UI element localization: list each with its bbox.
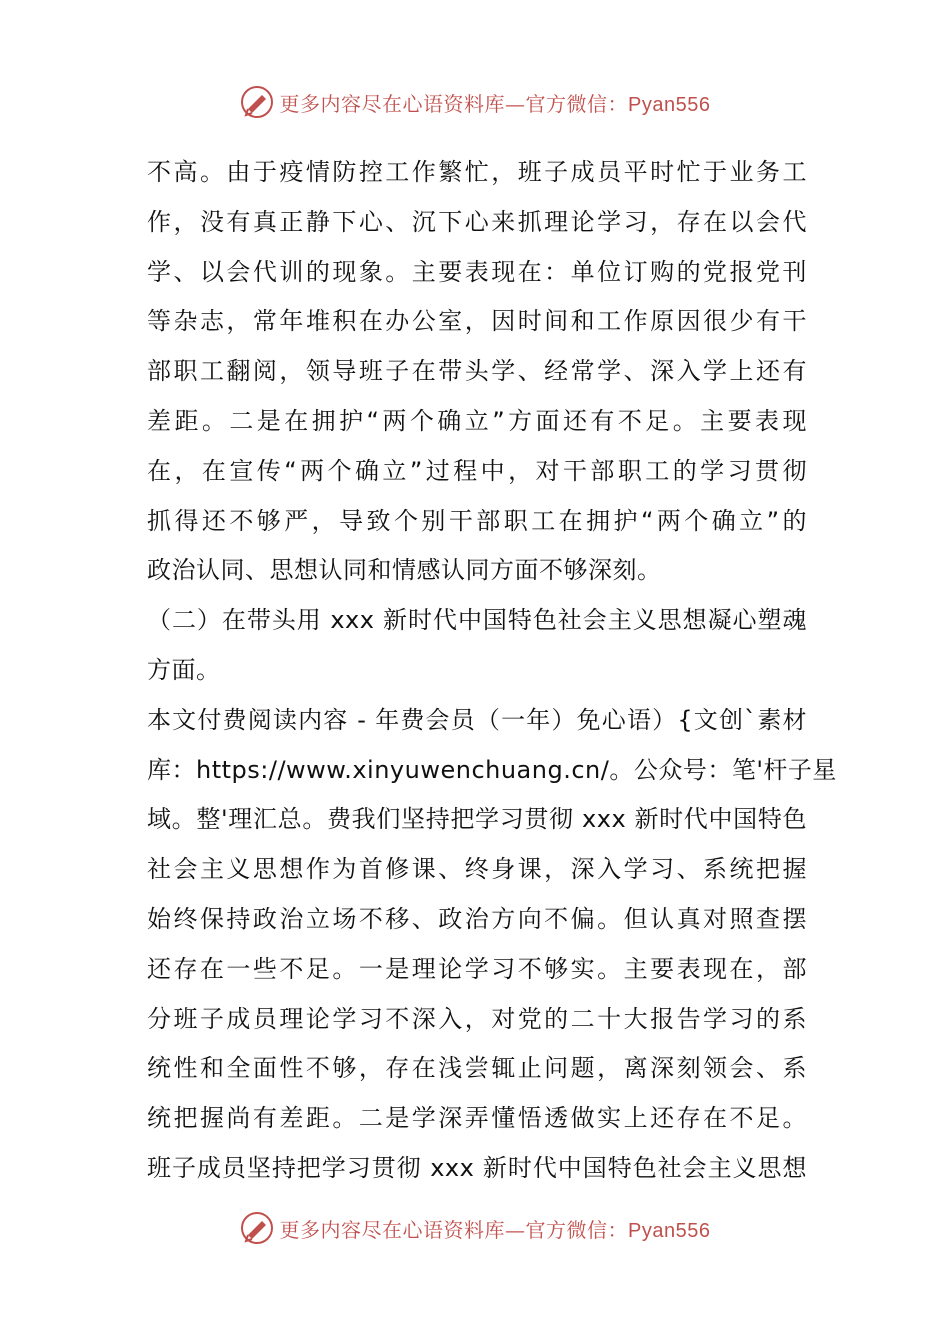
body-line: 分班子成员理论学习不深入，对党的二十大报告学习的系 [147, 1004, 807, 1033]
body-line: 政治认同、思想认同和情感认同方面不够深刻。 [147, 556, 662, 585]
body-line: 统把握尚有差距。二是学深弄懂悟透做实上还存在不足。 [147, 1104, 807, 1133]
body-line: 在，在宣传“两个确立”过程中，对干部职工的学习贯彻 [147, 456, 807, 485]
body-line: 域。整'理汇总。费我们坚持把学习贯彻 xxx 新时代中国特色 [147, 805, 807, 834]
body-line: 始终保持政治立场不移、政治方向不偏。但认真对照查摆 [147, 904, 807, 933]
body-line: 作，没有真正静下心、沉下心来抓理论学习，存在以会代 [147, 207, 807, 236]
header-wechat-id: Pyan556 [628, 93, 711, 116]
body-line: 统性和全面性不够，存在浅尝辄止问题，离深刻领会、系 [147, 1054, 807, 1083]
section-heading-line: 方面。 [147, 655, 221, 684]
body-line: 社会主义思想作为首修课、终身课，深入学习、系统把握 [147, 855, 807, 884]
body-line: 不高。由于疫情防控工作繁忙，班子成员平时忙于业务工 [147, 158, 807, 186]
pen-nib-logo-icon [240, 1211, 274, 1245]
footer-banner [0, 1206, 950, 1250]
footer-banner-text: 更多内容尽在心语资料库—官方微信：Pyan556 [279, 1217, 711, 1242]
footer-wechat-id: Pyan556 [628, 1219, 711, 1242]
pen-nib-logo-icon [240, 85, 274, 119]
header-banner [0, 80, 950, 124]
body-line: 部职工翻阅，领导班子在带头学、经常学、深入学上还有 [147, 357, 807, 386]
body-line: 学、以会代训的现象。主要表现在：单位订购的党报党刊 [147, 257, 807, 286]
body-line: 班子成员坚持把学习贯彻 xxx 新时代中国特色社会主义思想 [147, 1153, 807, 1182]
body-line: 还存在一些不足。一是理论学习不够实。主要表现在，部 [147, 954, 807, 983]
body-line: 等杂志，常年堆积在办公室，因时间和工作原因很少有干 [147, 307, 807, 336]
document-body [147, 148, 837, 1194]
body-line: 库：https://www.xinyuwenchuang.cn/。公众号：笔'杆子星 [147, 755, 837, 784]
body-line: 本文付费阅读内容 - 年费会员（一年）免心语）{文创`素材 [147, 705, 807, 734]
body-line: 差距。二是在拥护“两个确立”方面还有不足。主要表现 [147, 406, 807, 435]
section-heading-line: （二）在带头用 xxx 新时代中国特色社会主义思想凝心塑魂 [147, 606, 807, 635]
body-line: 抓得还不够严，导致个别干部职工在拥护“两个确立”的 [147, 506, 807, 535]
header-banner-text: 更多内容尽在心语资料库—官方微信：Pyan556 [279, 91, 711, 116]
